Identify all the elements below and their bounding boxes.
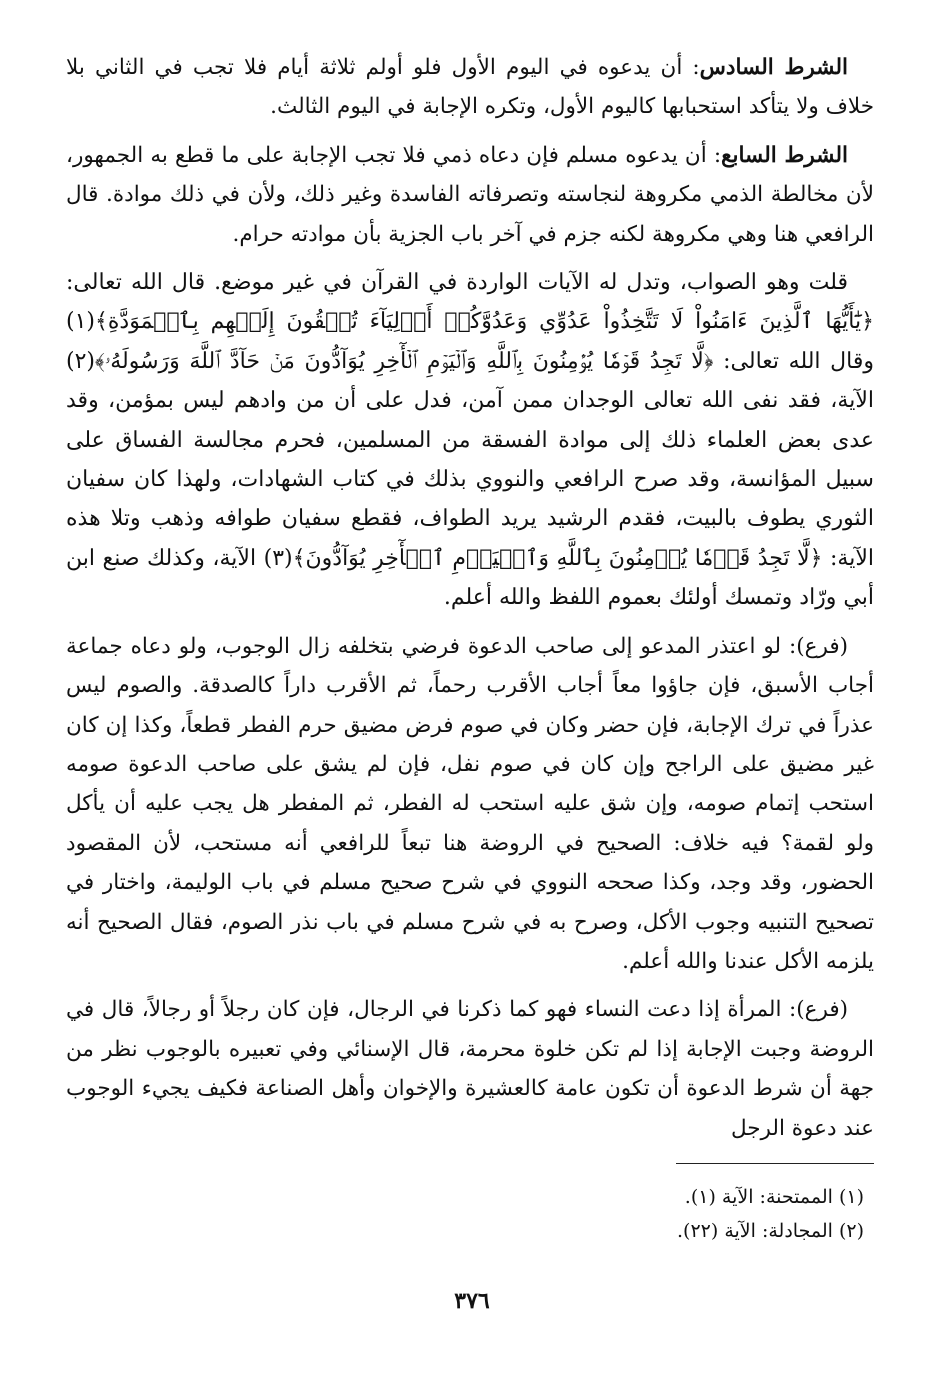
footnote-separator (676, 1163, 874, 1164)
paragraph-heading: الشرط السابع (721, 142, 849, 168)
paragraph-branch-fasting (66, 627, 874, 982)
paragraph-text: (فرع): المرأة إذا دعت النساء فهو كما ذكرنا في الرجال، فإن كان رجلاً أو رجالاً، قال في الروضة وجبت الإجابة إذا لم تكن خلوة محرمة، قال الإسنائي وفي تعبيره بالوجوب نظر من جهة أن شرط الدعوة أن تكون عامة كالعشيرة والإخوان وأهل الصناعة فكيف يجيء الوجوب عند دعوة الرجل (66, 997, 874, 1141)
paragraph-heading: الشرط السادس (699, 55, 848, 80)
paragraph-branch-women (66, 990, 874, 1148)
paragraph-text: : أن يدعوه في اليوم الأول فلو أولم ثلاثة أيام فلا تجب في الثاني بلا خلاف ولا يتأكد استحبابها كاليوم الأول، وتكره الإجابة في اليوم الثالث. (66, 55, 874, 120)
paragraph-verses (66, 263, 874, 618)
footnote-1: (١) الممتحنة: الآية (١). (684, 1186, 864, 1208)
main-text (66, 48, 874, 1157)
paragraph-text: (فرع): لو اعتذر المدعو إلى صاحب الدعوة فرضي بتخلفه زال الوجوب، ولو دعاه جماعة أجاب الأسبق، فإن جاؤوا معاً أجاب الأقرب رحماً، ثم الأقرب داراً كالصدقة. والصوم ليس عذراً في ترك الإجابة، فإن حضر وكان في صوم فرض مضيق حرم الفطر قطعاً، وكذا إن كان غير مضيق على الراجح وإن كان في صوم نفل، فإن لم يشق على صاحب الدعوة صومه استحب إتمام صومه، وإن شق عليه استحب له الفطر، ثم المفطر هل يجب عليه أن يأكل ولو لقمة؟ فيه خلاف: الصحيح في الروضة هنا تبعاً للرافعي أنه مستحب، لأن المقصود الحضور، وقد وجد، وكذا صححه النووي في شرح صحيح مسلم في باب الوليمة، واختار في تصحيح التنبيه وجوب الأكل، وصرح به في شرح مسلم في باب نذر الصوم، فقال الصحيح أنه يلزمه الأكل عندنا والله أعلم. (66, 633, 874, 974)
paragraph-text: قلت وهو الصواب، وتدل له الآيات الواردة في القرآن في غير موضع. قال الله تعالى: ﴿يَٰٓأَيُّهَا ٱلَّذِينَ ءَامَنُواْ لَا تَتَّخِذُواْ عَدُوِّي وَعَدُوَّكُمۡ أَوۡلِيَآءَ تُلۡقُونَ إِلَيۡهِم بِٱلۡمَوَدَّةِ﴾(١) وقال الله تعالى: ﴿لَّا تَجِدُ قَوۡمٗا يُؤۡمِنُونَ بِٱللَّهِ وَٱلۡيَوۡمِ ٱلۡأٓخِرِ يُوَآدُّونَ مَنۡ حَآدَّ ٱللَّهَ وَرَسُولَهُۥ﴾(٢) الآية، فقد نفى الله تعالى الوجدان ممن آمن، فدل على أن من وادهم ليس بمؤمن، وقد عدى بعض العلماء ذلك إلى موادة الفسقة من المسلمين، فحرم مجالسة الفساق على سبيل المؤانسة، وقد صرح الرافعي والنووي بذلك في كتاب الشهادات، ولهذا كان سفيان الثوري يطوف بالبيت، فقدم الرشيد يريد الطواف، فقطع سفيان طوافه وذهب وتلا هذه الآية: ﴿لَّا تَجِدُ قَوۡمٗا يُؤۡمِنُونَ بِٱللَّهِ وَٱلۡيَوۡمِ ٱلۡأٓخِرِ يُوَآدُّونَ﴾(٣) الآية، وكذلك صنع ابن أبي ورّاد وتمسك أولئك بعموم اللفظ والله أعلم. (66, 270, 874, 611)
footnote-2: (٢) المجادلة: الآية (٢٢). (677, 1220, 864, 1242)
paragraph-text: : أن يدعوه مسلم فإن دعاه ذمي فلا تجب الإجابة على ما قطع به الجمهور، لأن مخالطة الذمي مكروهة لنجاسته وتصرفاته الفاسدة وغير ذلك، ولأن في ذلك موادة. قال الرافعي هنا وهي مكروهة لكنه جزم في آخر باب الجزية بأن موادته حرام. (66, 142, 874, 247)
paragraph-sixth-condition (66, 48, 874, 127)
paragraph-seventh-condition (66, 136, 874, 254)
footnotes (66, 1180, 874, 1248)
page-number: ٣٧٦ (454, 1288, 490, 1314)
